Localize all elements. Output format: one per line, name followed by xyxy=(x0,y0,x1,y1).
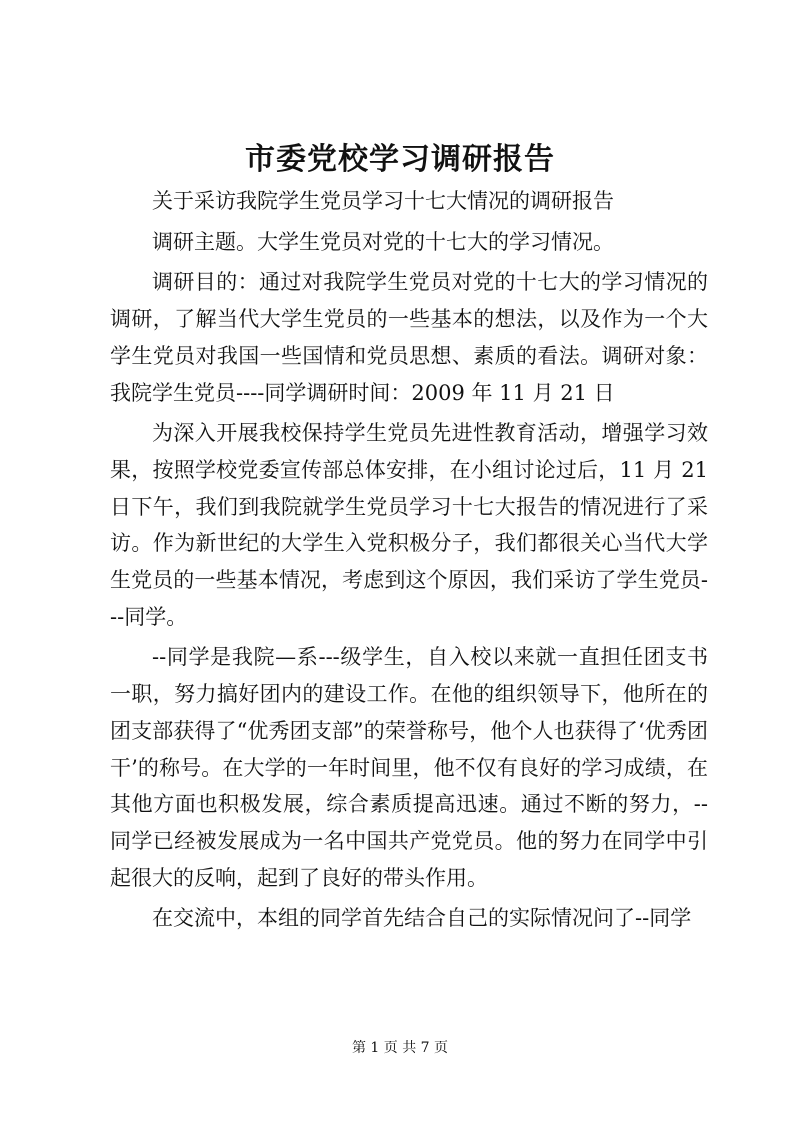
paragraph-topic: 调研主题。大学生党员对党的十七大的学习情况。 xyxy=(152,229,614,254)
paragraph-subtitle: 关于采访我院学生党员学习十七大情况的调研报告 xyxy=(152,189,614,213)
paragraph-interview: 在交流中，本组的同学首先结合自己的实际情况问了--同学 xyxy=(152,906,692,931)
document-body xyxy=(110,183,708,937)
paragraph-background: 为深入开展我校保持学生党员先进性教育活动，增强学习效果，按照学校党委宣传部总体安排，在小组讨论过后，11 月 21 日下午，我们到我院就学生党员学习十七大报告的情况进行了采访。作为新世纪的大学生入党积极分子，我们都很关心当代大学生党员的一些基本情况，考虑到这个原因，我们采访了学生党员---同学。 xyxy=(110,421,708,629)
document-title: 市委党校学习调研报告 xyxy=(245,142,555,177)
page-number-footer: 第 1 页 共 7 页 xyxy=(351,1040,449,1056)
paragraph-profile: --同学是我院—系---级学生，自入校以来就一直担任团支书一职，努力搞好团内的建设工作。在他的组织领导下，他所在的团支部获得了“优秀团支部”的荣誉称号，他个人也获得了‘优秀团干’的称号。在大学的一年时间里，他不仅有良好的学习成绩，在其他方面也积极发展，综合素质提高迅速。通过不断的努力，--同学已经被发展成为一名中国共产党党员。他的努力在同学中引起很大的反响，起到了良好的带头作用。 xyxy=(110,645,708,890)
paragraph-purpose: 调研目的：通过对我院学生党员对党的十七大的学习情况的调研，了解当代大学生党员的一些基本的想法，以及作为一个大学生党员对我国一些国情和党员思想、素质的看法。调研对象：我院学生党员----同学调研时间：2009 年 11 月 21 日 xyxy=(110,270,708,405)
